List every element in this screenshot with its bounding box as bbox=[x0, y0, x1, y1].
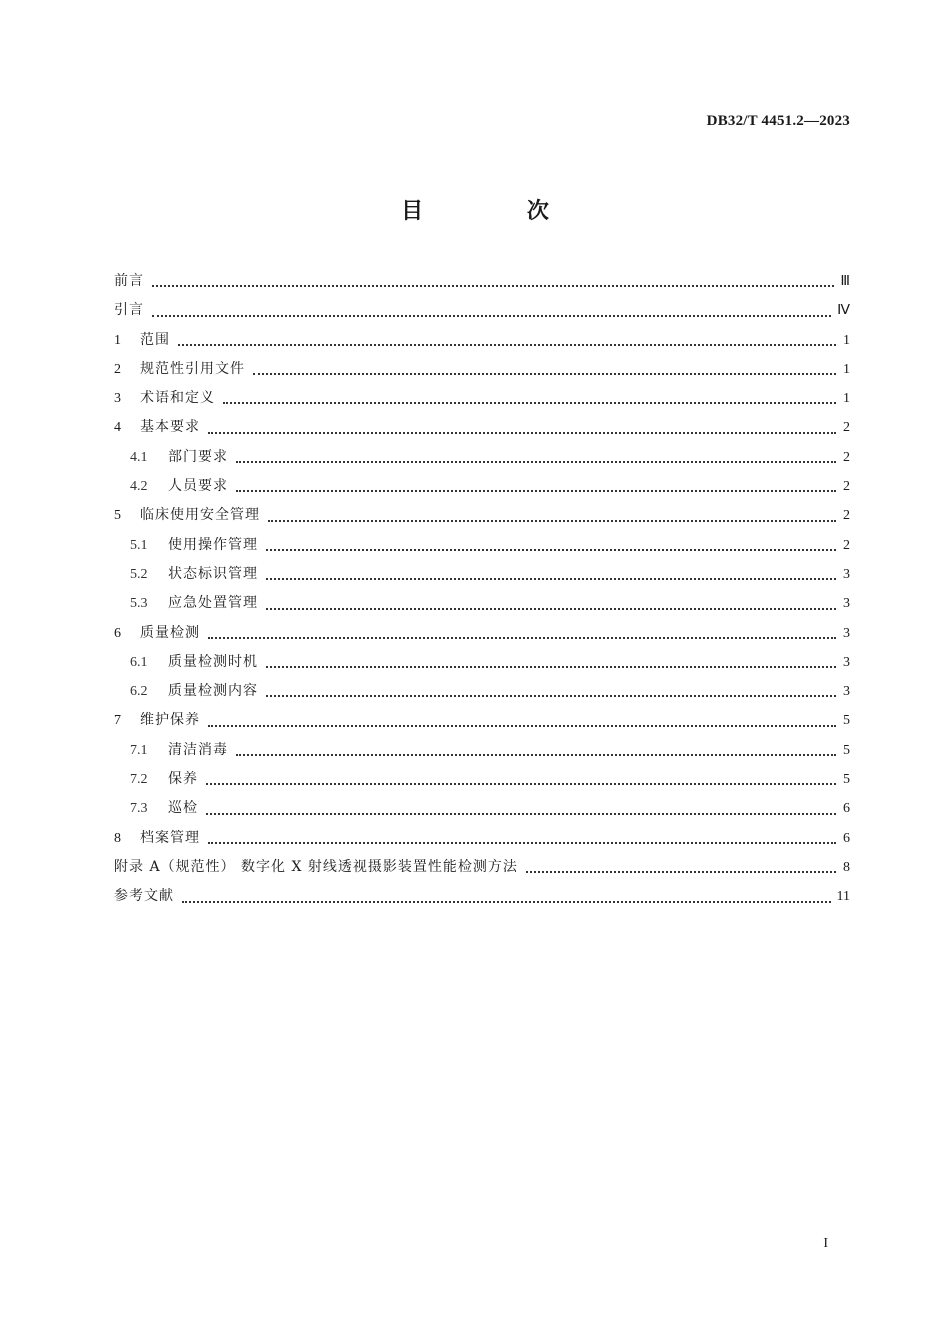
toc-entry-title: 参考文献 bbox=[114, 888, 174, 905]
toc-entry-page: Ⅲ bbox=[840, 274, 850, 289]
toc-entry-number: 7.3 bbox=[130, 801, 148, 817]
toc-entry-page: 3 bbox=[843, 566, 850, 582]
toc-entry[interactable] bbox=[114, 592, 850, 621]
toc-entry-title: 质量检测内容 bbox=[168, 683, 258, 700]
toc-dot-leader bbox=[236, 754, 836, 756]
toc-entry-page: 8 bbox=[843, 859, 850, 875]
toc-entry-number: 1 bbox=[114, 332, 121, 348]
toc-entry[interactable] bbox=[114, 534, 850, 563]
toc-entry-title: 档案管理 bbox=[140, 829, 200, 846]
toc-dot-leader bbox=[266, 608, 836, 610]
toc-entry[interactable] bbox=[114, 885, 850, 914]
toc-entry-title: 人员要求 bbox=[168, 478, 228, 495]
toc-entry-title: 临床使用安全管理 bbox=[140, 507, 260, 524]
toc-dot-leader bbox=[182, 901, 831, 903]
toc-entry-page: 5 bbox=[843, 713, 850, 729]
toc-dot-leader bbox=[526, 871, 836, 873]
toc-entry[interactable] bbox=[114, 504, 850, 533]
toc-entry-page: 2 bbox=[843, 508, 850, 524]
toc-entry-page: 2 bbox=[843, 449, 850, 465]
toc-entry[interactable] bbox=[114, 475, 850, 504]
toc-entry-title: 状态标识管理 bbox=[168, 565, 258, 582]
toc-entry-title: 范围 bbox=[140, 331, 170, 348]
toc-entry[interactable] bbox=[114, 797, 850, 826]
toc-entry-page: 6 bbox=[843, 801, 850, 817]
toc-entry[interactable] bbox=[114, 446, 850, 475]
toc-dot-leader bbox=[208, 432, 836, 434]
toc-dot-leader bbox=[178, 344, 836, 346]
toc-entry-page: 3 bbox=[843, 596, 850, 612]
table-of-contents bbox=[114, 270, 850, 915]
toc-entry-number: 5.3 bbox=[130, 596, 148, 612]
toc-entry[interactable] bbox=[114, 358, 850, 387]
standard-code: DB32/T 4451.2—2023 bbox=[706, 113, 850, 129]
toc-entry-number: 4.1 bbox=[130, 449, 148, 465]
toc-entry[interactable] bbox=[114, 329, 850, 358]
toc-entry-page: 1 bbox=[843, 391, 850, 407]
toc-dot-leader bbox=[268, 520, 836, 522]
toc-entry[interactable] bbox=[114, 768, 850, 797]
toc-entry-number: 8 bbox=[114, 830, 121, 846]
toc-entry-page: 1 bbox=[843, 361, 850, 377]
toc-entry-title: 术语和定义 bbox=[140, 390, 215, 407]
toc-entry-page: 2 bbox=[843, 420, 850, 436]
toc-entry-number: 7 bbox=[114, 713, 121, 729]
toc-dot-leader bbox=[206, 783, 836, 785]
toc-dot-leader bbox=[208, 842, 836, 844]
toc-entry-title: 基本要求 bbox=[140, 419, 200, 436]
toc-entry-page: 3 bbox=[843, 684, 850, 700]
toc-dot-leader bbox=[236, 490, 836, 492]
toc-entry-title: 使用操作管理 bbox=[168, 536, 258, 553]
toc-dot-leader bbox=[152, 315, 831, 317]
toc-entry-title: 维护保养 bbox=[140, 712, 200, 729]
toc-entry-title: 巡检 bbox=[168, 800, 198, 817]
toc-entry-title: 部门要求 bbox=[168, 448, 228, 465]
toc-entry[interactable] bbox=[114, 299, 850, 328]
toc-entry-page: 5 bbox=[843, 742, 850, 758]
toc-entry[interactable] bbox=[114, 651, 850, 680]
toc-entry-number: 3 bbox=[114, 391, 121, 407]
toc-entry-number: 5 bbox=[114, 508, 121, 524]
page-number: I bbox=[823, 1236, 828, 1251]
toc-dot-leader bbox=[236, 461, 836, 463]
toc-entry-page: Ⅳ bbox=[837, 303, 850, 319]
toc-entry[interactable] bbox=[114, 387, 850, 416]
toc-entry-page: 1 bbox=[843, 332, 850, 348]
toc-entry-page: 5 bbox=[843, 772, 850, 788]
toc-entry-page: 6 bbox=[843, 830, 850, 846]
toc-entry-number: 5.1 bbox=[130, 537, 148, 553]
toc-entry-title: 保养 bbox=[168, 771, 198, 788]
toc-entry-title: 质量检测 bbox=[140, 624, 200, 641]
toc-entry-number: 4 bbox=[114, 420, 121, 436]
toc-entry-number: 6.2 bbox=[130, 684, 148, 700]
toc-entry-title: 附录 A（规范性） 数字化 X 射线透视摄影装置性能检测方法 bbox=[114, 858, 518, 875]
toc-dot-leader bbox=[208, 725, 836, 727]
toc-entry-number: 6.1 bbox=[130, 654, 148, 670]
toc-entry[interactable] bbox=[114, 827, 850, 856]
toc-dot-leader bbox=[208, 637, 836, 639]
toc-dot-leader bbox=[223, 402, 836, 404]
toc-dot-leader bbox=[266, 578, 836, 580]
toc-dot-leader bbox=[266, 666, 836, 668]
toc-dot-leader bbox=[253, 373, 836, 375]
toc-entry-number: 4.2 bbox=[130, 479, 148, 495]
page-title: 目 次 bbox=[401, 199, 597, 224]
toc-entry-title: 质量检测时机 bbox=[168, 653, 258, 670]
toc-entry-number: 7.1 bbox=[130, 742, 148, 758]
toc-entry[interactable] bbox=[114, 622, 850, 651]
toc-entry-page: 2 bbox=[843, 537, 850, 553]
toc-entry-title: 规范性引用文件 bbox=[140, 360, 245, 377]
toc-entry[interactable] bbox=[114, 416, 850, 445]
toc-entry-page: 3 bbox=[843, 654, 850, 670]
toc-entry[interactable] bbox=[114, 270, 850, 299]
toc-entry-number: 5.2 bbox=[130, 566, 148, 582]
toc-entry-title: 引言 bbox=[114, 302, 144, 319]
toc-entry-number: 6 bbox=[114, 625, 121, 641]
toc-dot-leader bbox=[206, 813, 836, 815]
toc-entry-title: 清洁消毒 bbox=[168, 741, 228, 758]
toc-entry[interactable] bbox=[114, 739, 850, 768]
toc-entry-title: 应急处置管理 bbox=[168, 595, 258, 612]
toc-dot-leader bbox=[266, 549, 836, 551]
toc-entry[interactable] bbox=[114, 680, 850, 709]
toc-entry-page: 2 bbox=[843, 479, 850, 495]
toc-entry-page: 11 bbox=[836, 889, 850, 905]
toc-dot-leader bbox=[266, 695, 836, 697]
toc-dot-leader bbox=[152, 285, 834, 287]
toc-entry-number: 2 bbox=[114, 361, 121, 377]
toc-entry[interactable] bbox=[114, 709, 850, 738]
toc-entry-number: 7.2 bbox=[130, 772, 148, 788]
toc-entry-page: 3 bbox=[843, 625, 850, 641]
toc-entry[interactable] bbox=[114, 563, 850, 592]
toc-entry-title: 前言 bbox=[114, 273, 144, 289]
toc-entry[interactable] bbox=[114, 856, 850, 885]
